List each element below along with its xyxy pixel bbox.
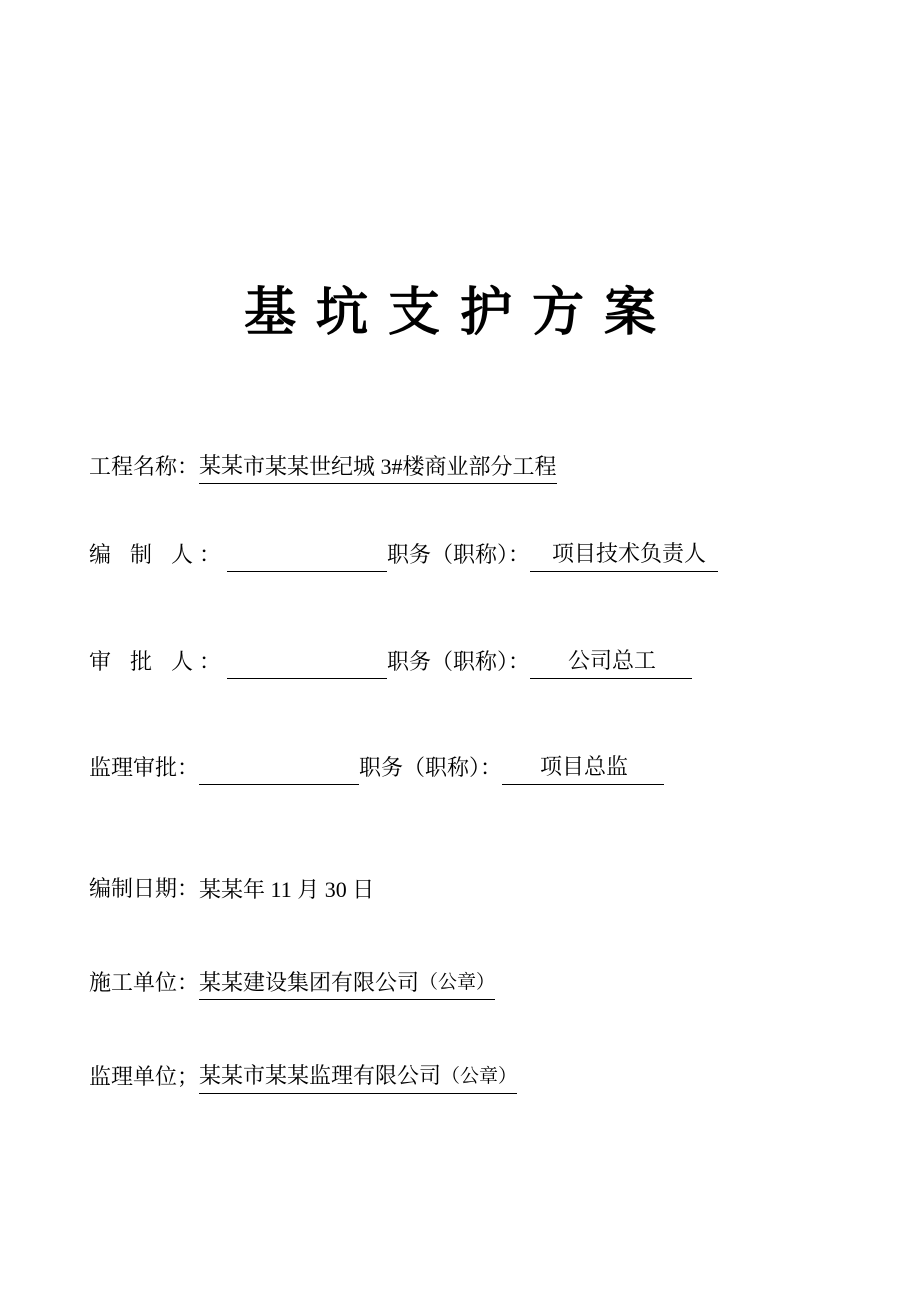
approver-label: 审 批 人：: [89, 650, 227, 675]
supervisor-approval-name-blank: [199, 752, 359, 785]
supervisor-approval-label: 监理审批：: [89, 756, 200, 781]
compile-date-value: 某某年 11 月 30 日: [199, 877, 375, 902]
compiler-row: [89, 539, 718, 573]
supervision-unit-label: 监理单位；: [89, 1065, 200, 1090]
supervision-unit-row: [89, 1061, 517, 1095]
supervision-unit-value: [199, 1061, 517, 1094]
construction-unit-name: 某某建设集团有限公司: [199, 970, 420, 995]
compile-date-label: 编制日期：: [89, 877, 200, 902]
document-title: 基坑支护方案: [243, 282, 676, 343]
supervision-unit-seal-note: （公章）: [441, 1066, 518, 1087]
approver-position-label: 职务（职称）：: [387, 650, 531, 675]
project-name-prefix: 某某: [199, 454, 244, 479]
supervisor-approval-row: [89, 752, 664, 786]
project-label: 工程名称：: [89, 455, 200, 480]
construction-unit-row: [89, 967, 495, 1001]
project-name-value: [199, 451, 557, 484]
construction-unit-label: 施工单位：: [89, 971, 200, 996]
compiler-position-value: 项目技术负责人: [530, 539, 718, 572]
approver-position-value: 公司总工: [530, 646, 692, 679]
supervision-unit-name: 某某市某某监理有限公司: [199, 1064, 442, 1089]
compile-date-row: [89, 873, 374, 907]
compiler-label: 编 制 人：: [89, 543, 227, 568]
compiler-position-label: 职务（职称）：: [387, 543, 531, 568]
project-row: [89, 451, 557, 485]
project-name-rest: 市某某世纪城 3#楼商业部分工程: [243, 454, 557, 479]
construction-unit-seal-note: （公章）: [419, 972, 496, 993]
supervisor-approval-position-value: 项目总监: [502, 752, 664, 785]
compiler-name-blank: [227, 539, 387, 572]
construction-unit-value: [199, 967, 495, 1000]
approver-name-blank: [227, 646, 387, 679]
approver-row: [89, 646, 692, 680]
supervisor-approval-position-label: 职务（职称）：: [359, 756, 503, 781]
